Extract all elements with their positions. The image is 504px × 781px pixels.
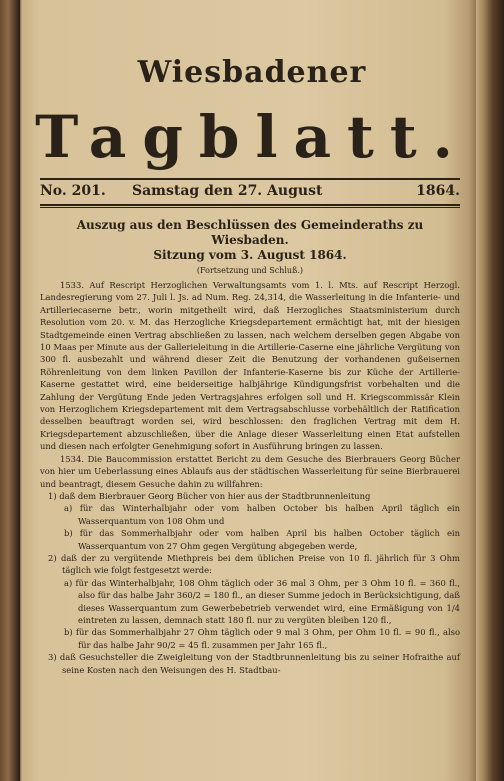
paragraph-1534: 1534. Die Baucommission erstattet Bericht zu dem Gesuche des Bierbrauers Georg Bücher von hier um Ueberlassung eines Ablaufs aus der städtischen Wasserleitung für seine Bierbrauerei und beantragt, diesem Gesuche dahin zu willfahren: <box>40 453 460 489</box>
top-rule <box>40 178 460 180</box>
paragraph-1533: 1533. Auf Rescript Herzoglichen Verwaltungsamts vom 1. l. Mts. auf Rescript Herzogl. Landesregierung vom 27. Juli l. Js. ad Num. Reg. 24,314, die Wasserleitung in die Infanterie- und Artilleriecaserne betr., worin mitgetheilt wird, daß Herzogliches Staatsministerium durch Resolution vom 20. v. M. das Herzogliche Kriegsdepartement ermächtigt hat, mit der hiesigen Stadtgemeinde einen Vertrag abschließen zu lassen, nach welchem derselben gegen Abgabe von 10 Maas per Minute aus der Gallerieleitung in die Artillerie-Caserne eine jährliche Vergütung von 300 fl. ausbezahlt und während dieser Zeit die Benutzung der vorhandenen gußeisernen Röhrenleitung von dem linken Pavillon der Infanterie-Kaserne bis zur Küche der Artillerie-Kaserne gestattet wird, eine beiderseitige halbjährige Kündigungsfrist vorbehalten und die Zahlung der Vergütung Ende jeden Vertragsjahres erfolgen soll und H. Kriegscommissär Klein von Herzoglichem Kriegsdepartement mit dem Vertragsabschlusse vorbehältlich der Ratification desselben beauftragt worden sei, wird beschlossen: den fraglichen Vertrag mit dem H. Kriegsdepartement abzuschließen, über die Anlage dieser Wasserleitung einen Etat aufstellen und diesen nach erfolgter Genehmigung sofort in Ausführung bringen zu lassen. <box>40 280 460 452</box>
masthead-title: Tagblatt. <box>35 103 469 171</box>
bottom-rule <box>40 204 460 206</box>
article-subheadline: Sitzung vom 3. August 1864. <box>153 248 347 262</box>
list-item-2: 2) daß der zu vergütende Miethpreis bei dem üblichen Preise von 10 fl. jährlich für 3 Ohm täglich wie folgt festgesetzt werde: <box>48 552 460 576</box>
bottom-rule-thin <box>40 207 460 208</box>
list-item-2a: a) für das Winterhalbjahr, 108 Ohm täglich oder 36 mal 3 Ohm, per 3 Ohm 10 fl. = 360 fl., also für das halbe Jahr 360/2 = 180 fl., an dieser Summe jedoch in Berücksichtigung, daß dieses Wasserquantum zum Gewerbebetrieb verwendet wird, eine Ermäßigung von 1/4 eintreten zu lassen, demnach statt 180 fl. nur zu vergüten bleiben 120 fl., <box>64 577 460 625</box>
issue-date: Samstag den 27. August <box>132 183 323 199</box>
masthead-line1: Wiesbadener <box>137 55 367 90</box>
article-headline: Auszug aus den Beschlüssen des Gemeinderaths zu Wiesbaden. <box>76 218 424 247</box>
right-page-edge <box>476 0 504 781</box>
issue-year: 1864. <box>416 183 460 199</box>
left-binding <box>0 0 20 781</box>
dateline <box>40 183 460 205</box>
list-item-1: 1) daß dem Bierbrauer Georg Bücher von hier aus der Stadtbrunnenleitung <box>48 490 371 501</box>
issue-number: No. 201. <box>40 183 106 199</box>
article <box>40 218 460 676</box>
continuation-note: (Fortsetzung und Schluß.) <box>196 266 304 275</box>
list-item-2b: b) für das Sommerhalbjahr 27 Ohm täglich oder 9 mal 3 Ohm, per Ohm 10 fl. = 90 fl., also für das halbe Jahr 90/2 = 45 fl. zusammen per Jahr 165 fl., <box>64 627 460 650</box>
newspaper-page <box>30 10 474 766</box>
list-item-1a: a) für das Winterhalbjahr oder vom halben October bis halben April täglich ein Wasserquantum von 108 Ohm und <box>64 503 460 526</box>
list-item-3: 3) daß Gesuchsteller die Zweigleitung von der Stadtbrunnenleitung bis zu seiner Hofraithe auf seine Kosten nach den Weisungen des H. Stadtbau- <box>48 652 460 675</box>
list-item-1b: b) für das Sommerhalbjahr oder vom halben April bis halben October täglich ein Wasserquantum von 27 Ohm gegen Vergütung abgegeben werde, <box>64 528 460 551</box>
